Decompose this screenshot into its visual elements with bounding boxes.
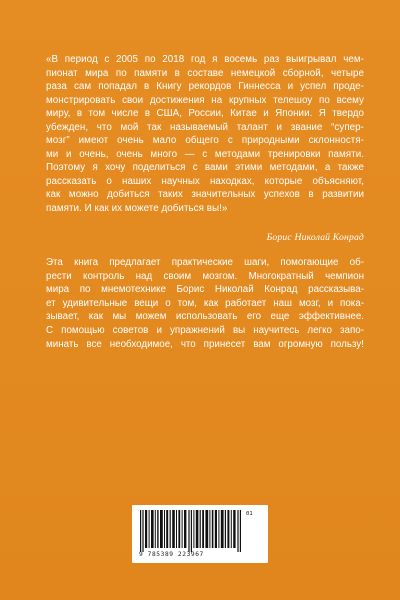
description-line: мира по мнемотехнике Борис Николай Конрад рассказыва- [46, 284, 364, 296]
quote-line: пионат мира по памяти в составе немецкой сборной, четыре [46, 67, 364, 79]
quote-line: «В период с 2005 по 2018 год я восемь раз выигрывал чем- [46, 54, 364, 65]
description-line: минать все необходимое, что принесет вам огромную пользу! [46, 338, 364, 350]
quote-line: ми и очень, очень много — с методами тренировки памяти. [46, 148, 364, 160]
description-line: Эта книга предлагает практические шаги, помогающие об- [46, 257, 364, 268]
barcode-bars-icon [140, 510, 244, 552]
quote-line: Поэтому я хочу поделиться с вами этими методами, а также [46, 162, 364, 173]
description-line: С помощью советов и упражнений вы научитесь легко запо- [46, 324, 364, 336]
description-line: зывает, как мы можем использовать его еще эффективнее. [46, 311, 364, 323]
quote-line: мозг” имеют очень мало общего с природными склонностя- [46, 135, 364, 146]
quote-line: раза сам попадал в Книгу рекордов Гиннесса и успел проде- [46, 81, 364, 92]
quote-line: миру, в том числе в США, России, Китае и Японии. Я твердо [46, 108, 364, 119]
quote-line: рассказать о наших научных находках, которые объясняют, [46, 175, 364, 187]
book-description [46, 256, 364, 351]
quote-line: убежден, что мой так называемый талант и звание “супер- [46, 121, 364, 133]
description-line: рести контроль над своим мозгом. Многократный чемпион [46, 270, 364, 282]
quote-author: Борис Николай Конрад [266, 232, 364, 243]
quote-line: памяти. И как их можете добиться вы!» [46, 202, 228, 214]
isbn-barcode [132, 505, 268, 563]
barcode-addon: 01 [246, 511, 253, 517]
description-line: ет удивительные вещи о том, как работает наш мозг, и пока- [46, 297, 364, 309]
author-quote [46, 53, 364, 215]
quote-line: монстрировать свои достижения на крупных телешоу по всему [46, 94, 364, 106]
quote-line: как можно добиться таких значительных успехов в развитии [46, 189, 364, 200]
barcode-number: 9 785389 223967 [139, 551, 204, 558]
